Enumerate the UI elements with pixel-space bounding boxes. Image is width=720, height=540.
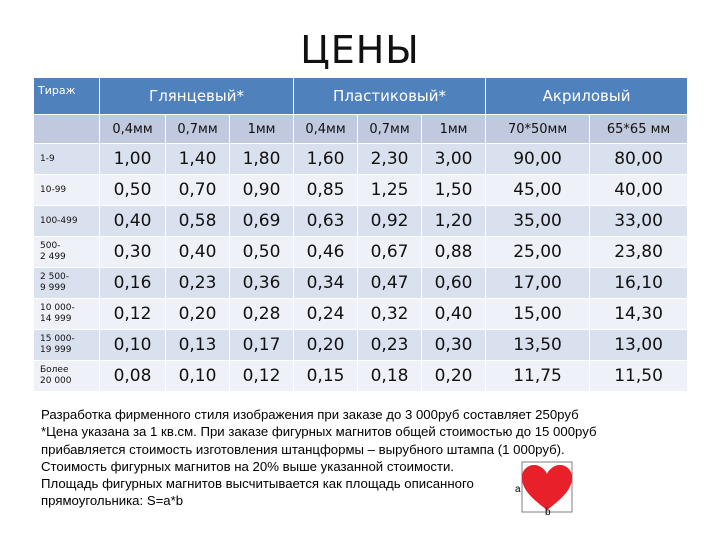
price-cell: 0,23 <box>166 268 230 299</box>
price-cell: 0,88 <box>422 237 486 268</box>
note-line: прямоугольника: S=a*b <box>41 493 184 509</box>
row-label: 10 000- 14 999 <box>34 299 100 330</box>
price-cell: 0,40 <box>422 299 486 330</box>
price-cell: 40,00 <box>590 175 688 206</box>
note-line: Площадь фигурных магнитов высчитывается как площадь описанного <box>41 476 474 492</box>
price-cell: 0,12 <box>100 299 166 330</box>
price-cell: 2,30 <box>358 144 422 175</box>
row-label: 15 000- 19 999 <box>34 330 100 361</box>
price-cell: 0,40 <box>166 237 230 268</box>
subheader-cell: 65*65 мм <box>590 115 688 144</box>
note-line: *Цена указана за 1 кв.см. При заказе фигурных магнитов общей стоимостью до 15 000руб <box>41 424 597 440</box>
price-cell: 0,30 <box>422 330 486 361</box>
subheader-cell: 70*50мм <box>486 115 590 144</box>
heart-shape <box>522 465 572 510</box>
price-cell: 0,16 <box>100 268 166 299</box>
price-cell: 0,85 <box>294 175 358 206</box>
subheader-cell: 0,7мм <box>166 115 230 144</box>
price-cell: 0,08 <box>100 361 166 392</box>
price-cell: 0,47 <box>358 268 422 299</box>
price-cell: 1,50 <box>422 175 486 206</box>
note-line: Стоимость фигурных магнитов на 20% выше указанной стоимости. <box>41 458 455 474</box>
subheader-row <box>34 115 688 144</box>
price-cell: 0,18 <box>358 361 422 392</box>
table-row <box>34 175 688 206</box>
price-cell: 0,10 <box>100 330 166 361</box>
row-label: 2 500- 9 999 <box>34 268 100 299</box>
page-title: ЦЕНЫ <box>300 28 420 72</box>
price-cell: 0,20 <box>294 330 358 361</box>
price-cell: 0,63 <box>294 206 358 237</box>
label-b: b <box>545 507 551 518</box>
row-label: 100-499 <box>34 206 100 237</box>
price-cell: 0,67 <box>358 237 422 268</box>
note-line: прибавляется стоимость изготовления штанцформы – вырубного штампа (1 000руб). <box>41 441 565 457</box>
price-cell: 0,17 <box>230 330 294 361</box>
table-row <box>34 299 688 330</box>
price-table <box>33 77 688 392</box>
price-cell: 1,00 <box>100 144 166 175</box>
price-cell: 11,75 <box>486 361 590 392</box>
subheader-cell: 0,7мм <box>358 115 422 144</box>
table-row <box>34 361 688 392</box>
price-cell: 1,20 <box>422 206 486 237</box>
price-cell: 80,00 <box>590 144 688 175</box>
price-cell: 0,58 <box>166 206 230 237</box>
table-body <box>34 144 688 392</box>
price-cell: 0,24 <box>294 299 358 330</box>
price-cell: 0,69 <box>230 206 294 237</box>
price-cell: 45,00 <box>486 175 590 206</box>
price-cell: 0,50 <box>100 175 166 206</box>
price-cell: 0,12 <box>230 361 294 392</box>
group-header-acrylic: Акриловый <box>486 78 688 115</box>
subheader-cell: 0,4мм <box>294 115 358 144</box>
table-row <box>34 330 688 361</box>
price-cell: 0,40 <box>100 206 166 237</box>
note-line: Разработка фирменного стиля изображения при заказе до 3 000руб составляет 250руб <box>41 407 579 422</box>
table-row <box>34 206 688 237</box>
price-cell: 0,46 <box>294 237 358 268</box>
heart-diagram <box>514 460 574 520</box>
price-cell: 1,25 <box>358 175 422 206</box>
price-cell: 16,10 <box>590 268 688 299</box>
subheader-cell: 0,4мм <box>100 115 166 144</box>
price-cell: 33,00 <box>590 206 688 237</box>
price-cell: 17,00 <box>486 268 590 299</box>
price-cell: 1,60 <box>294 144 358 175</box>
table-row <box>34 144 688 175</box>
price-cell: 1,80 <box>230 144 294 175</box>
price-cell: 0,50 <box>230 237 294 268</box>
row-label: Более 20 000 <box>34 361 100 392</box>
price-cell: 1,40 <box>166 144 230 175</box>
price-cell: 25,00 <box>486 237 590 268</box>
header-row <box>34 78 688 115</box>
price-cell: 11,50 <box>590 361 688 392</box>
price-cell: 0,30 <box>100 237 166 268</box>
heart-icon <box>514 460 574 520</box>
subheader-cell: 1мм <box>230 115 294 144</box>
price-cell: 23,80 <box>590 237 688 268</box>
price-cell: 0,23 <box>358 330 422 361</box>
subheader-empty <box>34 115 100 144</box>
price-cell: 0,20 <box>422 361 486 392</box>
price-cell: 0,92 <box>358 206 422 237</box>
price-cell: 0,28 <box>230 299 294 330</box>
table-row <box>34 268 688 299</box>
price-cell: 15,00 <box>486 299 590 330</box>
label-a: a <box>515 484 521 495</box>
price-cell: 0,34 <box>294 268 358 299</box>
price-cell: 90,00 <box>486 144 590 175</box>
row-label: 1-9 <box>34 144 100 175</box>
price-cell: 0,13 <box>166 330 230 361</box>
price-cell: 14,30 <box>590 299 688 330</box>
price-cell: 35,00 <box>486 206 590 237</box>
table-row <box>34 237 688 268</box>
price-cell: 3,00 <box>422 144 486 175</box>
price-cell: 0,15 <box>294 361 358 392</box>
group-header-glossy: Глянцевый* <box>100 78 294 115</box>
price-cell: 0,60 <box>422 268 486 299</box>
price-cell: 13,00 <box>590 330 688 361</box>
notes-block <box>41 406 681 510</box>
price-cell: 0,32 <box>358 299 422 330</box>
subheader-cell: 1мм <box>422 115 486 144</box>
price-cell: 0,90 <box>230 175 294 206</box>
group-header-plastic: Пластиковый* <box>294 78 486 115</box>
price-cell: 0,36 <box>230 268 294 299</box>
tiraz-header: Тираж <box>34 78 100 115</box>
price-cell: 13,50 <box>486 330 590 361</box>
row-label: 10-99 <box>34 175 100 206</box>
price-cell: 0,70 <box>166 175 230 206</box>
price-cell: 0,20 <box>166 299 230 330</box>
price-cell: 0,10 <box>166 361 230 392</box>
row-label: 500- 2 499 <box>34 237 100 268</box>
